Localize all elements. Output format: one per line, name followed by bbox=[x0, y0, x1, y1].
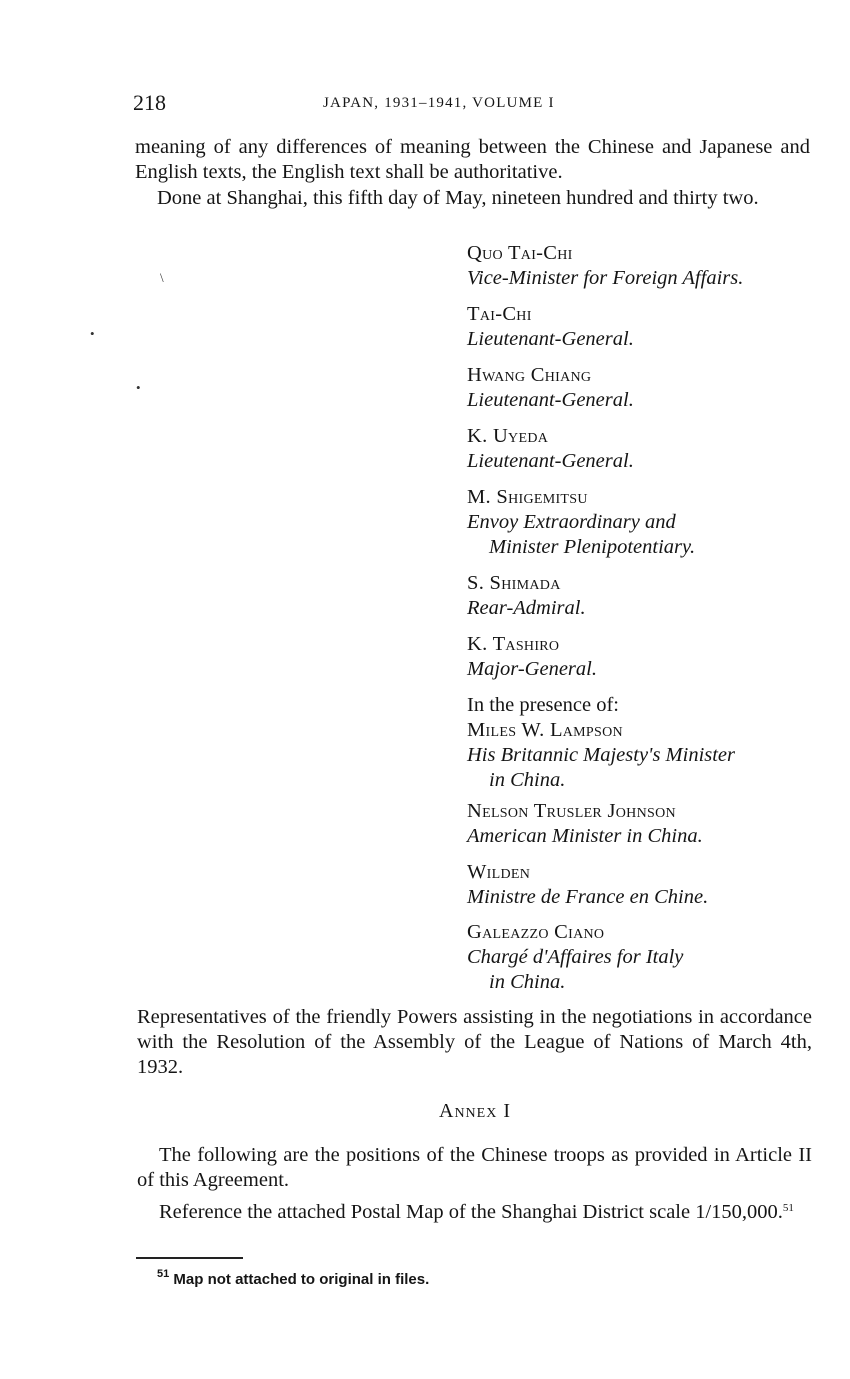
witness-block bbox=[467, 860, 708, 910]
signatory-role: Major-General. bbox=[467, 658, 597, 680]
signatory-name: S. Shimada bbox=[467, 572, 561, 594]
witness-block bbox=[467, 920, 683, 995]
annex-title: Annex I bbox=[439, 1100, 511, 1122]
witness-name: Wilden bbox=[467, 861, 531, 883]
paragraph-representatives: Representatives of the friendly Powers assisting in the negotiations in accordance with the Resolution of the Assembly of the League of Nations of March 4th, 1932. bbox=[137, 1006, 812, 1078]
signatory-role: Vice-Minister for Foreign Affairs. bbox=[467, 267, 744, 289]
witness-role: Chargé d'Affaires for Italy bbox=[467, 946, 684, 968]
annex-reference-text: Reference the attached Postal Map of the Shanghai District scale 1/150,000. bbox=[159, 1201, 783, 1223]
witness-role-continued: in China. bbox=[489, 971, 566, 993]
signatory-name: Hwang Chiang bbox=[467, 364, 592, 386]
signatory-role: Envoy Extraordinary and bbox=[467, 511, 676, 533]
witness-name: Nelson Trusler Johnson bbox=[467, 800, 676, 822]
presence-block bbox=[467, 693, 735, 793]
footnote-marker: 51 bbox=[157, 1268, 170, 1280]
print-mark: \ bbox=[160, 270, 164, 285]
footnote-reference: 51 bbox=[782, 1202, 794, 1214]
witness-role: His Britannic Majesty's Minister bbox=[467, 744, 736, 766]
signature-block bbox=[467, 302, 634, 352]
footnote-text: Map not attached to original in files. bbox=[173, 1271, 430, 1288]
signature-block bbox=[467, 485, 695, 560]
signature-block bbox=[467, 424, 634, 474]
witness-name: Galeazzo Ciano bbox=[467, 921, 605, 943]
signatory-role: Rear-Admiral. bbox=[467, 597, 586, 619]
signatory-name: Tai-Chi bbox=[467, 303, 532, 325]
paragraph-authoritative-text: meaning of any differences of meaning between the Chinese and Japanese and English texts, the English text shall be authoritative. bbox=[135, 136, 810, 183]
signature-block bbox=[467, 363, 634, 413]
presence-label: In the presence of: bbox=[467, 694, 619, 716]
signature-block bbox=[467, 571, 586, 621]
witness-name: Miles W. Lampson bbox=[467, 719, 623, 741]
page-number: 218 bbox=[133, 90, 166, 115]
signatory-name: K. Tashiro bbox=[467, 633, 560, 655]
paragraph-annex-reference bbox=[137, 1196, 812, 1225]
signatory-name: K. Uyeda bbox=[467, 425, 549, 447]
print-mark: • bbox=[90, 326, 95, 341]
paragraph-done-at-shanghai: Done at Shanghai, this fifth day of May, nineteen hundred and thirty two. bbox=[157, 187, 759, 209]
signature-block bbox=[467, 632, 597, 682]
witness-role-continued: in China. bbox=[489, 769, 566, 791]
signatory-role: Lieutenant-General. bbox=[467, 328, 634, 350]
signatory-name: M. Shigemitsu bbox=[467, 486, 588, 508]
witness-role: American Minister in China. bbox=[467, 825, 703, 847]
signature-block bbox=[467, 241, 743, 291]
signatory-name: Quo Tai-Chi bbox=[467, 242, 573, 264]
signatory-role-continued: Minister Plenipotentiary. bbox=[489, 536, 696, 558]
paragraph-annex-positions: The following are the positions of the Chinese troops as provided in Article II of this Agreement. bbox=[137, 1144, 812, 1191]
footnote-rule bbox=[136, 1257, 243, 1259]
witness-role: Ministre de France en Chine. bbox=[467, 886, 709, 908]
footnote bbox=[157, 1268, 429, 1288]
print-mark: • bbox=[136, 380, 141, 395]
witness-block bbox=[467, 799, 703, 849]
signatory-role: Lieutenant-General. bbox=[467, 450, 634, 472]
running-header: JAPAN, 1931–1941, VOLUME I bbox=[323, 95, 555, 111]
signatory-role: Lieutenant-General. bbox=[467, 389, 634, 411]
